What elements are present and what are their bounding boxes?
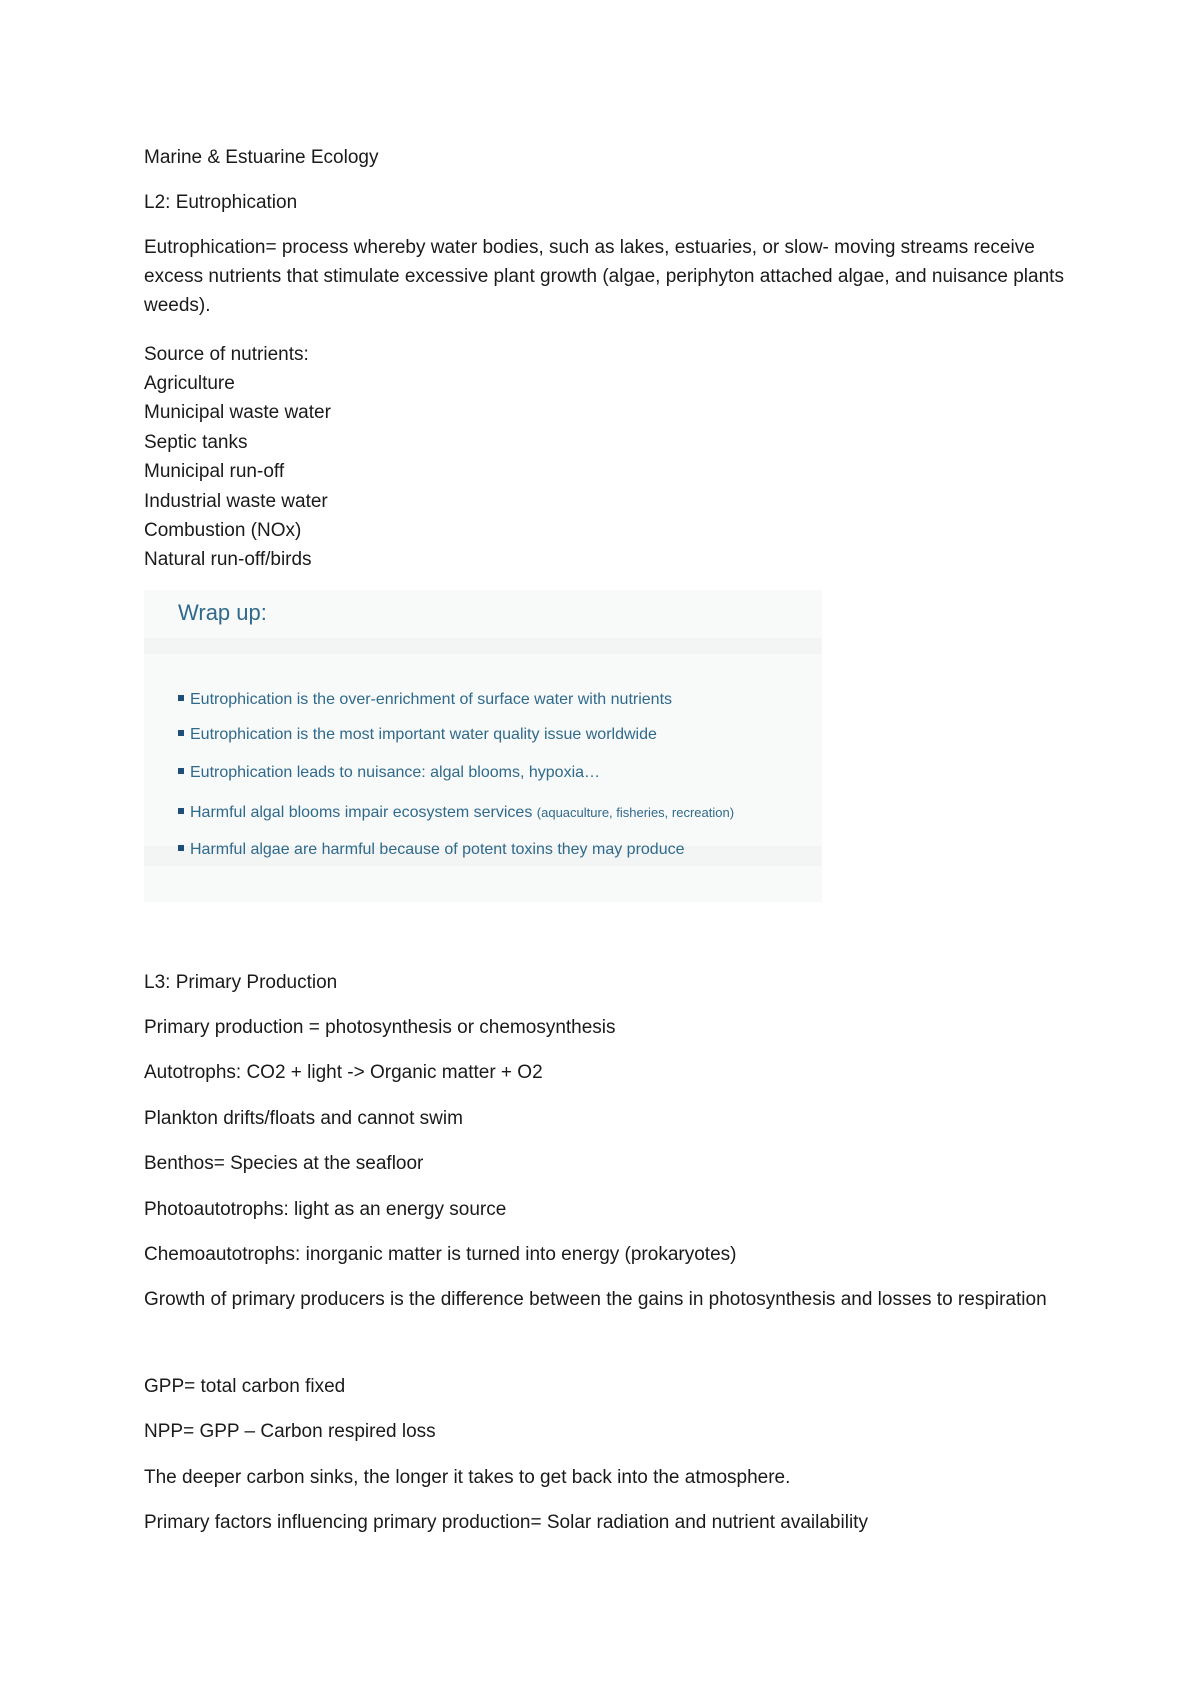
wrap-up-item xyxy=(178,725,657,745)
square-bullet-icon xyxy=(178,730,184,736)
wrap-up-item xyxy=(178,690,672,710)
wrap-up-item xyxy=(178,803,734,823)
eutrophication-definition: Eutrophication= process whereby water bodies, such as lakes, estuaries, or slow- moving streams receive excess nutrients that stimulate excessive plant growth (algae, periphyton attached algae, and nuisance plants weeds). xyxy=(144,237,1064,316)
source-item: Septic tanks xyxy=(144,432,248,453)
l3-line: Primary production = photosynthesis or chemosynthesis xyxy=(144,1017,616,1038)
l3-line: Chemoautotrophs: inorganic matter is turned into energy (prokaryotes) xyxy=(144,1244,737,1265)
l2-heading: L2: Eutrophication xyxy=(144,192,298,213)
square-bullet-icon xyxy=(178,768,184,774)
sources-heading: Source of nutrients: xyxy=(144,344,309,365)
wrap-up-item xyxy=(178,840,685,860)
wrap-up-slide-image xyxy=(144,590,822,902)
wrap-up-title: Wrap up: xyxy=(178,600,267,625)
wrap-up-item-text: Harmful algae are harmful because of potent toxins they may produce xyxy=(190,841,685,858)
source-item: Municipal waste water xyxy=(144,402,331,423)
l3-line: Plankton drifts/floats and cannot swim xyxy=(144,1108,463,1129)
course-title: Marine & Estuarine Ecology xyxy=(144,147,379,168)
source-item: Natural run-off/birds xyxy=(144,549,312,570)
wrap-up-item xyxy=(178,763,600,783)
square-bullet-icon xyxy=(178,845,184,851)
wrap-up-item-text: Eutrophication leads to nuisance: algal blooms, hypoxia… xyxy=(190,764,601,781)
l3-line: Benthos= Species at the seafloor xyxy=(144,1153,424,1174)
square-bullet-icon xyxy=(178,808,184,814)
source-item: Industrial waste water xyxy=(144,491,328,512)
gpp-definition: GPP= total carbon fixed xyxy=(144,1376,346,1397)
l3-line: Autotrophs: CO2 + light -> Organic matter + O2 xyxy=(144,1062,543,1083)
square-bullet-icon xyxy=(178,695,184,701)
carbon-sink-statement: The deeper carbon sinks, the longer it takes to get back into the atmosphere. xyxy=(144,1467,791,1488)
wrap-up-item-text: Eutrophication is the over-enrichment of surface water with nutrients xyxy=(190,691,673,708)
wrap-up-item-text: Eutrophication is the most important water quality issue worldwide xyxy=(190,726,657,743)
wrap-up-item-text: Harmful algal blooms impair ecosystem services xyxy=(190,804,533,821)
slide-background-band xyxy=(144,638,822,654)
primary-factors-statement: Primary factors influencing primary production= Solar radiation and nutrient availability xyxy=(144,1512,868,1533)
source-item: Municipal run-off xyxy=(144,461,285,482)
growth-paragraph: Growth of primary producers is the difference between the gains in photosynthesis and losses to respiration xyxy=(144,1289,1047,1310)
source-item: Agriculture xyxy=(144,373,235,394)
l3-heading: L3: Primary Production xyxy=(144,972,338,993)
l3-line: Photoautotrophs: light as an energy source xyxy=(144,1199,507,1220)
source-item: Combustion (NOx) xyxy=(144,520,302,541)
wrap-up-item-detail: (aquaculture, fisheries, recreation) xyxy=(536,805,735,820)
npp-definition: NPP= GPP – Carbon respired loss xyxy=(144,1421,436,1442)
